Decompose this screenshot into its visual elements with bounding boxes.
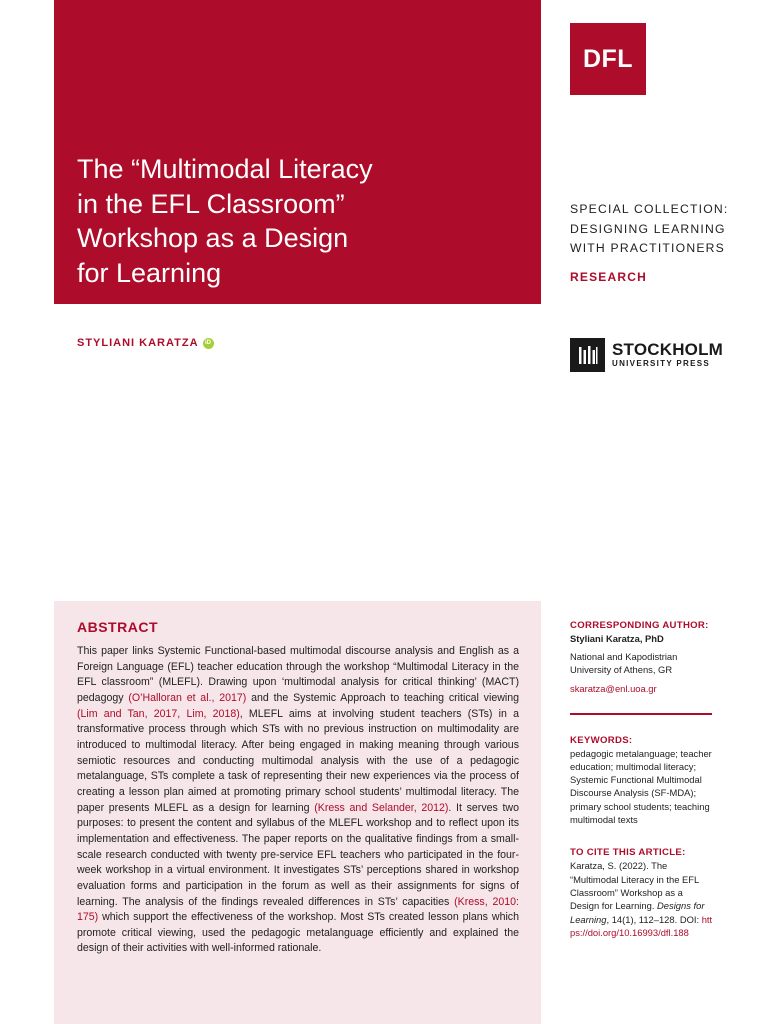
- cite-text-part: Karatza, S. (2022). The “Multimodal Literacy in the EFL Classroom” Workshop as a Design for Learning.: [570, 860, 699, 912]
- abstract-text-part: This paper links Systemic Functional-based multimodal discourse analysis and English as a Foreign Language (EFL) teacher education through the workshop “Multimodal Literacy in the EFL classroom” (MLEFL). Drawing upon ‘multimodal analysis for critical thinking’ (MACT) pedagogy: [77, 645, 519, 704]
- journal-logo-text: DFL: [582, 44, 634, 73]
- citation-link[interactable]: (Kress, 2010: 175): [77, 895, 519, 924]
- sidebar: [570, 619, 713, 939]
- citation-link[interactable]: (Lim and Tan, 2017, Lim, 2018): [77, 707, 240, 720]
- publisher-name: STOCKHOLM: [612, 340, 724, 359]
- title-line: for Learning: [77, 257, 222, 288]
- affiliation: National and Kapodistrian University of Athens, GR: [570, 651, 678, 676]
- abstract-text-part: , MLEFL aims at involving student teachers (STs) in a transformative process through which STs with no previous instruction on multimodality are introduced to multimodal literacy. After being engaged in making meaning through various semiotic resources and conducting multimodal analysis with the use of a pedagogic metalanguage, STs complete a task of representing their new experiences via the process of creating a lesson plan aimed at promoting primary school students’ multimodal literacy. The paper presents MLEFL as a design for learning: [77, 707, 519, 814]
- citation-link[interactable]: (Kress and Selander, 2012): [314, 801, 449, 814]
- author-line: [77, 337, 214, 349]
- journal-logo: [570, 23, 646, 95]
- cite-journal: Designs for Learning: [570, 900, 705, 925]
- article-type: RESEARCH: [570, 270, 647, 284]
- collection-line: DESIGNING LEARNING: [570, 221, 726, 236]
- title-line: The “Multimodal Literacy: [77, 154, 373, 184]
- cite-issue: , 14(1), 112–128. DOI:: [606, 913, 702, 925]
- keywords-text: pedagogic metalanguage; teacher education; multimodal literacy; Systemic Functional Multimodal Discourse Analysis (SF-MDA); primary school students; teaching multimodal texts: [570, 747, 712, 826]
- abstract-text-part: which support the effectiveness of the workshop. Most STs created lesson plans which promote critical viewing, used the pedagogic metalanguage efficiently and explained the design of their activities with well-informed rationale.: [77, 911, 519, 955]
- article-title: [77, 152, 507, 290]
- publisher-text: [612, 341, 723, 369]
- abstract-text-part: . It serves two purposes: to present the content and syllabus of the MLEFL workshop and to reflect upon its implementation and effectiveness. The paper reports on the qualitative findings from a small-scale research conducted with twenty pre-service EFL teachers who participated in the four-week workshop in a virtual environment. It investigates STs’ perceptions shared in workshop evaluation forms and participation in the forum as well as their assignments for signs of learning. The analysis of the findings revealed differences in STs’ capacities: [77, 801, 519, 908]
- doi-link[interactable]: https://doi.org/10.16993/dfl.188: [570, 913, 713, 938]
- keywords-heading: KEYWORDS:: [570, 734, 633, 746]
- cite-text: [570, 859, 713, 939]
- corresponding-name: Styliani Karatza, PhD: [570, 633, 664, 644]
- abstract-text-part: and the Systemic Approach to teaching critical viewing: [246, 691, 519, 704]
- collection-line: SPECIAL COLLECTION:: [570, 202, 729, 216]
- cite-heading: TO CITE THIS ARTICLE:: [570, 847, 686, 859]
- title-line: in the EFL Classroom”: [77, 188, 345, 219]
- email-link[interactable]: skaratza@enl.uoa.gr: [570, 682, 657, 694]
- orcid-label: iD: [205, 340, 212, 346]
- collection-line: WITH PRACTITIONERS: [570, 241, 725, 255]
- publisher-sub: UNIVERSITY PRESS: [612, 359, 711, 368]
- author-name[interactable]: STYLIANI KARATZA: [77, 337, 199, 349]
- orcid-icon[interactable]: [203, 338, 214, 349]
- special-collection: [570, 200, 760, 259]
- publisher-mark-icon: [570, 338, 605, 372]
- divider: [570, 713, 712, 715]
- publisher-logo: [570, 338, 723, 372]
- corresponding-heading: CORRESPONDING AUTHOR:: [570, 620, 709, 631]
- citation-link[interactable]: (O’Halloran et al., 2017): [128, 691, 247, 704]
- abstract-text: [77, 644, 519, 957]
- abstract-heading: ABSTRACT: [77, 619, 158, 635]
- title-line: Workshop as a Design: [77, 223, 349, 253]
